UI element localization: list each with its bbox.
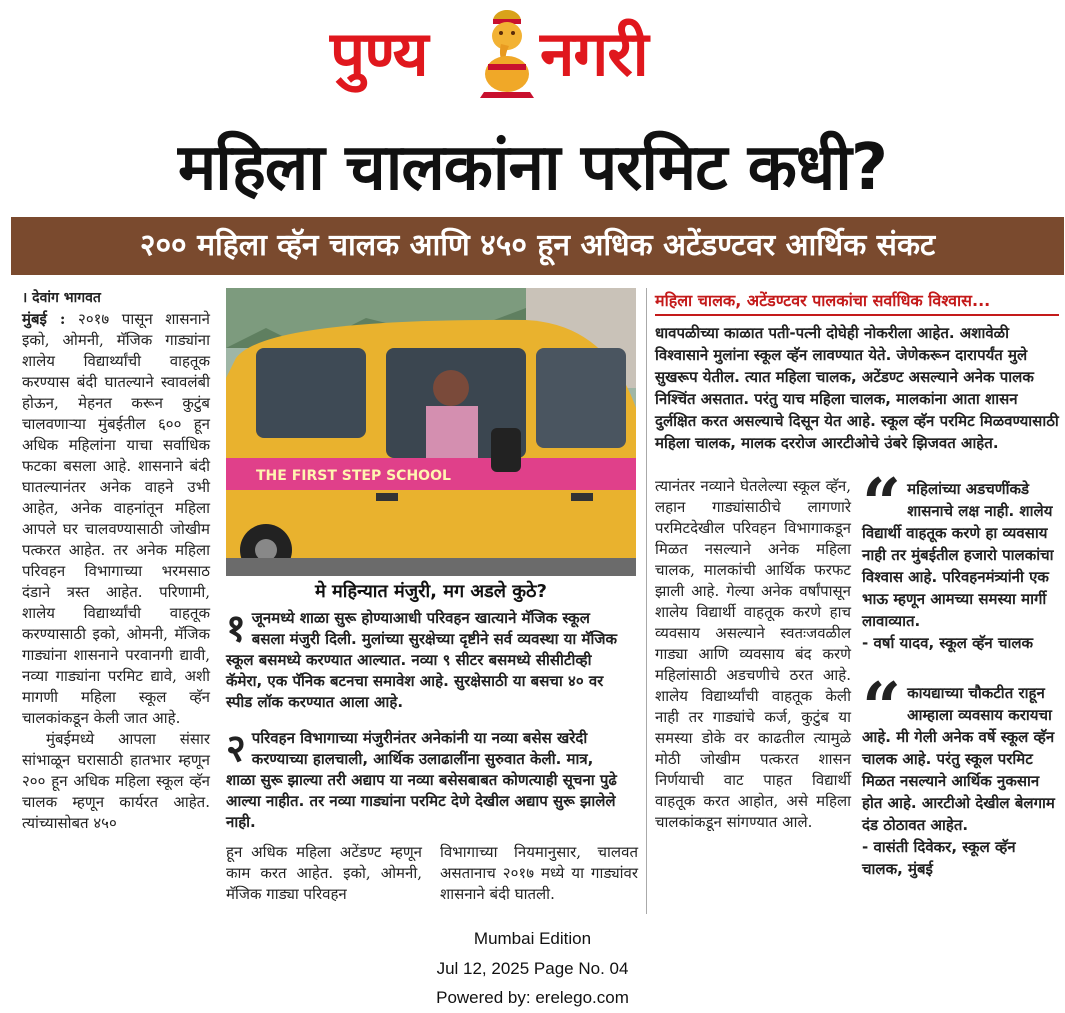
column-divider (646, 288, 647, 914)
quote-attribution: - वासंती दिवेकर, स्कूल व्हॅन चालक, मुंबई (862, 838, 1016, 878)
article-paragraph: मुंबई : २०१७ पासून शासनाने इको, ओमनी, मॅजिक गाड्यांना शालेय विद्यार्थ्यांची वाहतूक करण्यास बंदी घातल्याने स्वावलंबी होऊन, मेहनत करून कुटुंब चालवणाऱ्या मुंबईतील ६०० हून अधिक महिलांना याचा सर्वाधिक फटका बसला आहे. शासनाने बंदी घातल्यानंतर अनेक वाहने उभी आहेत, अनेक वाहनांतून महिला आपले घर चालवण्यासाठी जोखीम पत्करत आहेत. तर अनेक महिला परिवहन विभागाच्या भरमसाठ दंडाने त्रस्त आहेत. परिणामी, शालेय विद्यार्थ्यांची वाहतूक करण्यासाठी इको, ओमनी, मॅजिक गाड्यांना शासनाने परवानगी द्यावी, नव्या गाड्यांना परमिट द्यावे, अशी मागणी महिला स्कूल व्हॅन चालकांकडून केली जात आहे. (22, 310, 210, 727)
article-paragraph-2: मुंबईमध्ये आपला संसार सांभाळून घरासाठी हातभार म्हणून २०० हून अधिक महिला स्कूल व्हॅन चालक म्हणून कार्यरत आहेत. त्यांच्यासोबत ४५० (22, 730, 210, 832)
article-column-2a: हून अधिक महिला अटेंडण्ट म्हणून काम करत आहेत. इको, ओमनी, मॅजिक गाड्या परिवहन (226, 843, 422, 903)
pull-quote-1 (862, 464, 1060, 654)
sidebar-lead: धावपळीच्या काळात पती-पत्नी दोघेही नोकरीला आहेत. अशावेळी विश्वासाने मुलांना स्कूल व्हॅन लावण्यात येते. जेणेकरून दारापर्यंत मुले सुखरूप येतील. त्यात महिला चालक, अटेंडण्ट असल्याने अनेक पालक निश्चिंत असतात. परंतु याच महिला चालक, मालकांना आता शासन दुर्लक्षित करत असल्याचे दिसून येत आहे. स्कूल व्हॅन परमिट मिळवण्यासाठी महिला चालक, मालक दररोज आरटीओचे उंबरे झिजवत आहेत. (655, 324, 1059, 452)
sidebar-heading: महिला चालक, अटेंडण्टवर पालकांचा सर्वाधिक विश्वास... (655, 288, 1059, 316)
photo-caption-title: मे महिन्यात मंजुरी, मग अडले कुठे? (315, 581, 547, 602)
ganesh-emblem-icon (476, 8, 538, 100)
point-number: १ (226, 606, 246, 650)
key-point-1 (226, 608, 618, 713)
quote-mark-icon: “ (862, 668, 902, 748)
quote-mark-icon: “ (862, 464, 902, 544)
masthead-logo (330, 4, 740, 104)
powered-by-label: Powered by: erelego.com (436, 988, 629, 1007)
masthead-right-word: नगरी (540, 17, 648, 90)
key-point-2 (226, 728, 618, 833)
edition-label: Mumbai Edition (473, 929, 592, 948)
article-column-3: त्यानंतर नव्याने घेतलेल्या स्कूल व्हॅन, लहान गाड्यांसाठीचे लागणारे परमिटदेखील परिवहन विभागाकडून मिळत नसल्याने अनेक महिला चालक, मालकांची आर्थिक फरफट झाली आहे. गेल्या अनेक वर्षांपासून शालेय विद्यार्थी वाहतूक करणे हाच व्यवसाय असल्याने स्वतःजवळील गाड्या आणि व्यवसाय बंद करणे महिलांसाठी अडचणीचे ठरत आहे. शालेय विद्यार्थ्यांची वाहतूक केली नाही तर गाड्यांचे कर्ज, कुटुंब या समस्या डोके वर काढतील त्यामुळे मोठी जोखीम पत्करत शासन निर्णयाची वाट पाहत विद्यार्थी वाहतूक करत आहोत, असे महिला चालकांकडून सांगण्यात आले. (655, 477, 851, 831)
subheadline-banner: २०० महिला व्हॅन चालक आणि ४५० हून अधिक अटेंडण्टवर आर्थिक संकट (11, 217, 1064, 275)
point-text: परिवहन विभागाच्या मंजुरीनंतर अनेकांनी या नव्या बसेस खरेदी करण्याच्या हालचाली, आर्थिक उलाढालींना सुरुवात केली. मात्र, शाळा सुरू झाल्या तरी अद्याप या नव्या बसेसबाबत कोणत्याही सूचना पुढे आल्या नाहीत. तर नव्या गाड्यांना परमिट देणे देखील अद्याप सुरू झालेले नाही. (226, 729, 617, 831)
point-number: २ (226, 726, 246, 770)
quote-text: महिलांच्या अडचणींकडे शासनाचे लक्ष नाही. शालेय विद्यार्थी वाहतूक करणे हा व्यवसाय नाही तर मुंबईतील हजारो पालकांचा विश्वास आहे. परिवहनमंत्र्यांनी एक भाऊ म्हणून आमच्या समस्या मार्गी लावाव्यात. (862, 480, 1054, 630)
masthead-left-word: पुण्य (330, 17, 428, 90)
article-column-2b: विभागाच्या नियमानुसार, चालवत असतानाच २०१७ मध्ये या गाड्यांवर शासनाने बंदी घातली. (440, 843, 638, 903)
van-school-name: THE FIRST STEP SCHOOL (256, 468, 451, 484)
byline: । देवांग भागवत (22, 290, 101, 306)
headline: महिला चालकांना परमिट कधी? (178, 131, 887, 205)
dateline: मुंबई : (22, 310, 66, 328)
point-text: जूनमध्ये शाळा सुरू होण्याआधी परिवहन खात्याने मॅजिक स्कूल बसला मंजुरी दिली. मुलांच्या सुरक्षेच्या दृष्टीने सर्व व्यवस्था या मॅजिक स्कूल बसमध्ये करण्यात आल्यात. नव्या ९ सीटर बसमध्ये सीसीटीव्ही कॅमेरा, एक पॅनिक बटनचा समावेश आहे. सुरक्षेसाठी या बसचा ४० वर स्पीड लॉक करण्यात आला आहे. (226, 609, 618, 711)
quote-text: कायद्याच्या चौकटीत राहून आम्हाला व्यवसाय करायचा आहे. मी गेली अनेक वर्षे स्कूल व्हॅन चालक आहे. परंतु स्कूल परमिट मिळत नसल्याने आर्थिक नुकसान होत आहे. आरटीओ देखील बेलगाम दंड ठोठावत आहेत. (862, 684, 1055, 834)
page-footer (0, 924, 1065, 1013)
article-column-1 (22, 288, 210, 834)
date-page-label: Jul 12, 2025 Page No. 04 (436, 958, 629, 978)
pull-quote-2 (862, 668, 1060, 880)
quote-attribution: - वर्षा यादव, स्कूल व्हॅन चालक (862, 634, 1034, 652)
article-photo (226, 288, 636, 576)
